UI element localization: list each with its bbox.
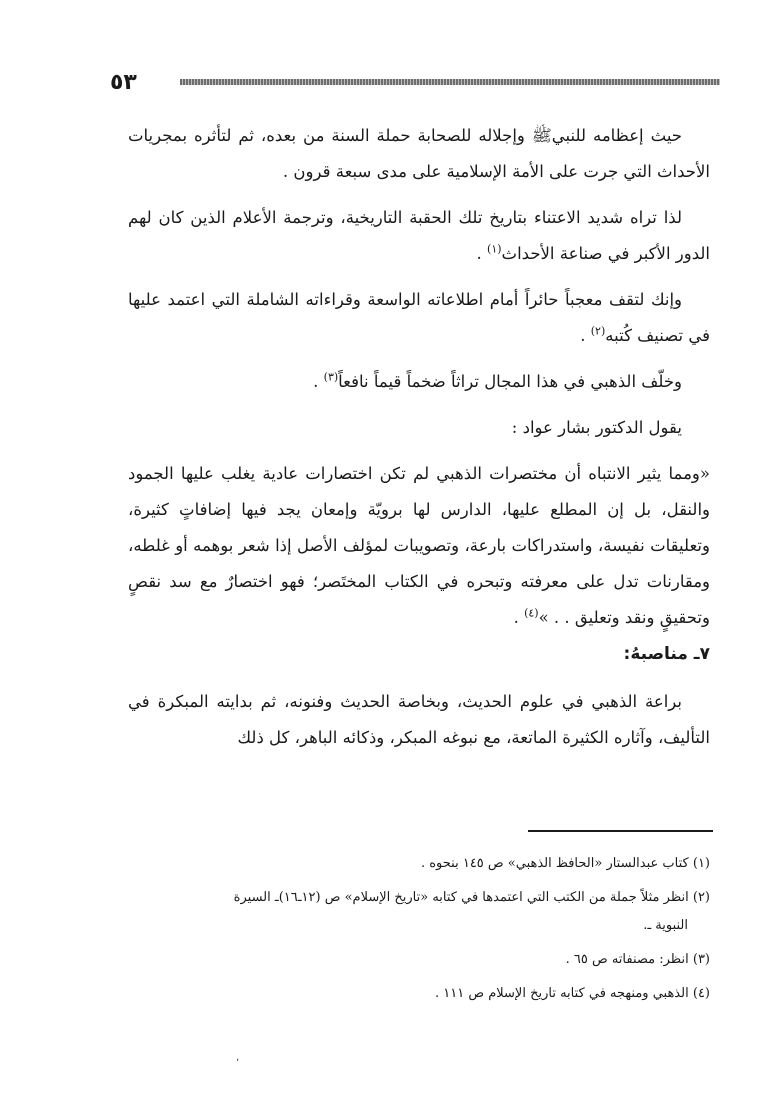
footnote-1-number: (١)	[692, 856, 710, 871]
paragraph-3	[128, 282, 710, 354]
paragraph-2	[128, 200, 710, 272]
footnote-ref-4: (٤)	[524, 606, 539, 620]
footnote-1	[128, 850, 710, 878]
page-number: ٥٣	[110, 70, 137, 95]
footnote-3-text: انظر: مصنفاته ص ٦٥ .	[565, 952, 689, 967]
footnotes	[128, 850, 710, 1014]
footnote-ref-2: (٢)	[590, 324, 606, 338]
paragraph-2-end: .	[476, 244, 488, 263]
footnote-4	[128, 980, 710, 1008]
body-text	[128, 118, 710, 766]
paragraph-4-text: وخلّف الذهبي في هذا المجال تراثاً ضخماً قيماً نافعاً	[338, 372, 682, 391]
paragraph-2-text: لذا تراه شديد الاعتناء بتاريخ تلك الحقبة التاريخية، وترجمة الأعلام الذين كان لهم الدور الأكبر في صناعة الأحداث	[128, 208, 710, 263]
paragraph-5-text: يقول الدكتور بشار عواد :	[511, 418, 682, 437]
paragraph-3-text: وإنك لتقف معجباً حائراً أمام اطلاعاته الواسعة وقراءاته الشاملة التي اعتمد عليها في تصنيف كُتبه	[128, 290, 710, 345]
paragraph-1-text: حيث إعظامه للنبيﷺ وإجلاله للصحابة حملة السنة من بعده، ثم لتأثره بمجريات الأحداث التي جرت على الأمة الإسلامية على مدى سبعة قرون .	[128, 126, 710, 181]
page-header	[110, 68, 720, 98]
section-heading: ٧ـ مناصبهُ:	[623, 644, 710, 664]
footnote-ref-3: (٣)	[323, 370, 339, 384]
footnote-4-text: الذهبي ومنهجه في كتابه تاريخ الإسلام ص ١١١ .	[435, 986, 689, 1001]
paragraph-1	[128, 118, 710, 190]
footnote-3-number: (٣)	[692, 952, 710, 967]
quotation	[128, 456, 710, 636]
footnote-1-text: كتاب عبدالستار «الحافظ الذهبي» ص ١٤٥ بنحوه .	[420, 856, 689, 871]
quotation-end: .	[513, 608, 525, 627]
stray-mark: ٬	[236, 1058, 240, 1069]
paragraph-4-end: .	[313, 372, 324, 391]
footnote-ref-1: (١)	[487, 242, 502, 256]
footnote-2-number: (٢)	[692, 890, 710, 905]
footnote-4-number: (٤)	[692, 986, 710, 1001]
footnote-separator	[528, 830, 713, 832]
paragraph-4	[128, 364, 710, 400]
footnote-2	[128, 884, 710, 940]
paragraph-6	[128, 684, 710, 756]
paragraph-3-end: .	[580, 326, 591, 345]
footnote-3	[128, 946, 710, 974]
footnote-2-continuation: النبوية ـ.	[643, 918, 688, 933]
quotation-text: «ومما يثير الانتباه أن مختصرات الذهبي لم تكن اختصارات عادية يغلب عليها الجمود والنقل، بل إن المطلع عليها، الدارس لها برويّة وإمعان يجد فيها إضافاتٍ كثيرة، وتعليقات نفيسة، واستدراكات بارعة، وتصويبات لمؤلف الأصل إذا شعر بوهمه أو غلطه، ومقارنات تدل على معرفته وتبحره في الكتاب المختَصر؛ فهو اختصارٌ مع سد نقصٍ وتحقيقٍ ونقد وتعليق . . »	[128, 464, 710, 627]
paragraph-6-text: براعة الذهبي في علوم الحديث، وبخاصة الحديث وفنونه، ثم بدايته المبكرة في التأليف، وآثاره الكثيرة الماتعة، مع نبوغه المبكر، وذكائه الباهر، كل ذلك	[128, 692, 710, 747]
footnote-2-text: انظر مثلاً جملة من الكتب التي اعتمدها في كتابه «تاريخ الإسلام» ص (١٢ـ١٦)ـ السيرة	[233, 890, 689, 905]
paragraph-5	[128, 410, 710, 446]
header-rule	[180, 79, 720, 85]
